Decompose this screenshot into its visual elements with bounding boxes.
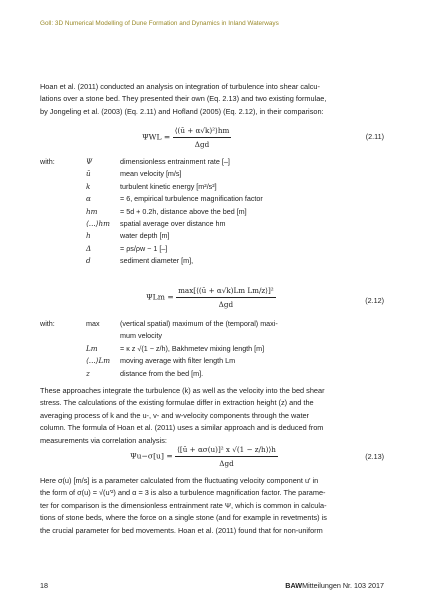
definition-symbol: d [86, 256, 91, 266]
definition-row [40, 318, 390, 330]
definition-text: mean velocity [m/s] [120, 169, 182, 179]
definition-text: = 5d + 0.2h, distance above the bed [m] [120, 206, 247, 216]
body-line: the form of σ(u) = √(u′²) and α = 3 is also a turbulence magnification factor. The parame- [40, 488, 326, 498]
definition-row [40, 156, 390, 168]
definition-row [40, 330, 390, 342]
definition-symbol: ū [86, 169, 91, 179]
running-header: Goll: 3D Numerical Modelling of Dune Formation and Dynamics in Inland Waterways [40, 20, 279, 27]
intro-paragraph [40, 81, 388, 118]
definition-symbol: ⟨...⟩Lm [86, 356, 111, 366]
definition-row [40, 193, 390, 205]
body-paragraph-2 [40, 385, 388, 447]
eq-fraction [173, 126, 232, 149]
page-number: 18 [40, 581, 48, 590]
definition-symbol: α [86, 194, 91, 204]
eq-lhs: ΨWL = [142, 132, 171, 142]
definition-text: water depth [m] [120, 231, 170, 241]
definition-symbol: k [86, 181, 91, 191]
body-line: stress. The calculations of the existing formulae differ in extraction height (z) and the [40, 398, 314, 408]
definition-row [40, 243, 390, 255]
body-line: tions of stone beds, where the force on a single stone (and for example in revetments) is [40, 513, 327, 523]
definition-text: sediment diameter [m], [120, 256, 194, 266]
definition-symbol: Lm [86, 343, 98, 353]
eq-denominator: Δgd [218, 300, 234, 309]
journal-name-rest: Mitteilungen Nr. 103 2017 [302, 581, 384, 590]
body-line: column. The formula of Hoan et al. (2011) uses a similar approach and is deduced from [40, 423, 324, 433]
definition-label: with: [40, 319, 55, 328]
body-paragraph-3 [40, 475, 388, 537]
definition-row [40, 343, 390, 355]
definition-row [40, 255, 390, 267]
definition-text: = κ z √(1 − z/h), Bakhmetev mixing length [m] [120, 343, 265, 353]
definition-list-2 [40, 318, 390, 380]
body-line: measurements via correlation analysis: [40, 435, 167, 445]
eq-denominator: Δgd [219, 459, 234, 468]
definition-row [40, 181, 390, 193]
definition-list-1 [40, 156, 390, 268]
definition-text: distance from the bed [m]. [120, 368, 204, 378]
definition-symbol: Ψ [86, 157, 93, 166]
definition-label: with: [40, 157, 55, 166]
definition-text: (vertical spatial) maximum of the (temporal) maxi- [120, 319, 278, 328]
definition-symbol: Δ [86, 243, 92, 253]
body-line: These approaches integrate the turbulence (k) as well as the velocity into the bed shear [40, 386, 325, 395]
definition-symbol: z [86, 368, 90, 378]
definition-text: spatial average over distance hm [120, 218, 226, 228]
body-line: Here σ(u) [m/s] is a parameter calculated from the fluctuating velocity component u′ in [40, 476, 319, 485]
body-line: the crucial parameter for bed movements. Hoan et al. (2011) found that for non-uniform [40, 525, 323, 535]
definition-text: moving average with filter length Lm [120, 356, 236, 366]
intro-line: by Jongeling et al. (2003) (Eq. 2.11) and Hofland (2005) (Eq. 2.12), in their comparison: [40, 106, 324, 116]
eq-denominator: Δgd [194, 140, 210, 149]
journal-name-bold: BAW [285, 581, 303, 590]
definition-symbol: h [86, 231, 91, 241]
eq-numerator: ⟨[ū + ασ(u)]² x √(1 − z/h)⟩h [175, 445, 278, 457]
definition-row [40, 368, 390, 380]
eq-numerator: max[⟨(ū + α√k)Lm Lm/z⟩]² [176, 286, 276, 298]
body-line: averaging process of k and the u-, v- and w-velocity components through the water [40, 410, 310, 420]
eq-fraction [176, 286, 276, 309]
equation-2-12 [146, 286, 276, 309]
intro-line: Hoan et al. (2011) conducted an analysis on integration of turbulence into shear calcu- [40, 82, 320, 91]
definition-symbol: ⟨...⟩hm [86, 218, 110, 228]
definition-symbol: hm [86, 206, 98, 216]
eq-lhs: ΨLm = [146, 292, 174, 302]
definition-row [40, 206, 390, 218]
definition-text: = ρs/ρw − 1 [–] [120, 243, 168, 253]
body-line: ter for comparison is the dimensionless entrainment rate Ψ, which is common in calcula- [40, 500, 327, 510]
definition-row [40, 355, 390, 367]
equation-number: (2.11) [365, 132, 384, 141]
intro-line: lations over a stone bed. They presented their own (Eq. 2.13) and two existing formulae, [40, 94, 327, 104]
definition-text: dimensionless entrainment rate [–] [120, 157, 230, 166]
eq-lhs: Ψu−σ[u] = [130, 451, 173, 461]
equation-number: (2.12) [365, 296, 384, 305]
definition-text: = 6, empirical turbulence magnification factor [120, 194, 263, 204]
definition-row [40, 218, 390, 230]
journal-name [285, 581, 384, 590]
eq-fraction [175, 445, 278, 468]
definition-symbol: max [86, 319, 100, 328]
equation-2-13 [130, 445, 278, 468]
definition-text: mum velocity [120, 331, 162, 341]
eq-numerator: ⟨(ū + α√k)²⟩hm [173, 126, 232, 138]
definition-row [40, 230, 390, 242]
definition-text: turbulent kinetic energy [m²/s²] [120, 181, 217, 191]
definition-row [40, 168, 390, 180]
equation-2-11 [142, 126, 231, 149]
equation-number: (2.13) [365, 452, 384, 461]
